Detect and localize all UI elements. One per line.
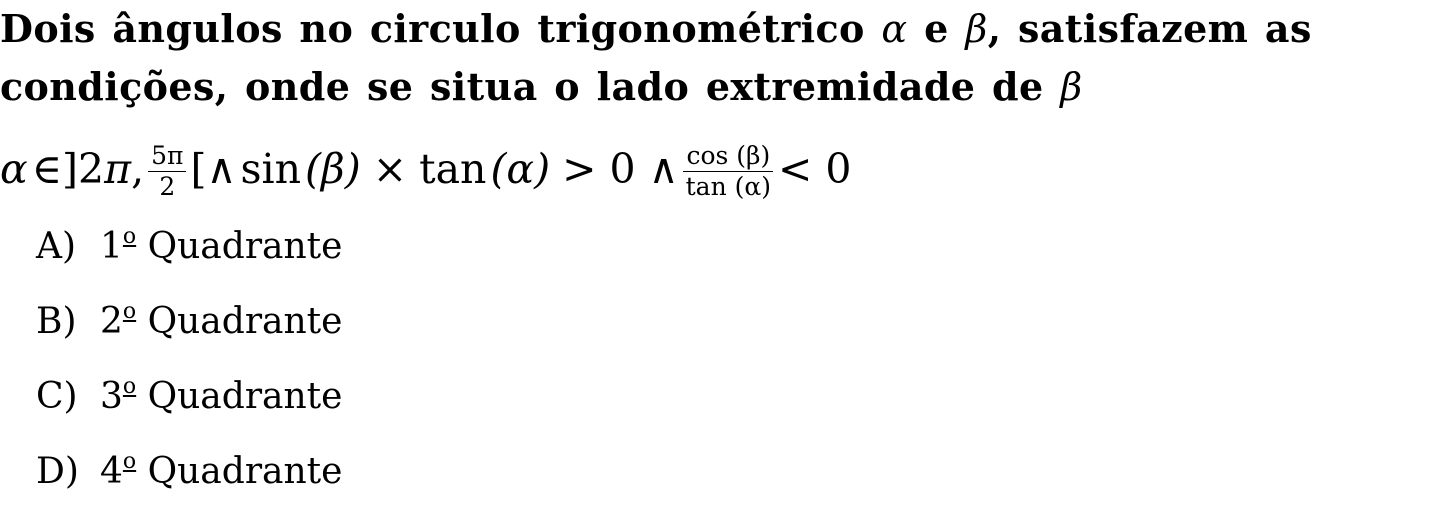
option-quadrant-number: 1$^o$ Quadrante bbox=[100, 224, 343, 267]
formula-tan-arg: (α) bbox=[490, 145, 551, 193]
beta-symbol: β bbox=[965, 7, 988, 51]
option-letter: B) bbox=[36, 301, 77, 342]
question-text bbox=[0, 0, 1429, 116]
question-line1-part1: Dois ângulos no circulo trigonométrico bbox=[0, 6, 865, 51]
option-c[interactable] bbox=[36, 376, 342, 451]
formula-comma: , bbox=[131, 145, 145, 193]
formula-bracket-and: [∧ bbox=[190, 145, 237, 193]
condition-formula bbox=[0, 134, 852, 204]
option-b[interactable] bbox=[36, 301, 342, 376]
fraction2-denominator: tan (α) bbox=[685, 171, 772, 201]
formula-alpha: α bbox=[0, 145, 28, 193]
option-letter: A) bbox=[36, 226, 77, 267]
option-a[interactable] bbox=[36, 226, 342, 301]
fraction2-numerator: cos (β) bbox=[683, 142, 773, 172]
question-line-1 bbox=[0, 0, 1429, 58]
option-label: Quadrante bbox=[147, 376, 343, 417]
formula-times: × bbox=[372, 145, 408, 193]
answer-options bbox=[36, 226, 342, 526]
fraction-cos-over-tan bbox=[683, 142, 774, 201]
conjunction-e: e bbox=[924, 6, 949, 51]
question-line-2 bbox=[0, 58, 1429, 116]
option-label: Quadrante bbox=[147, 226, 343, 267]
option-quadrant-number: 3$^o$ Quadrante bbox=[100, 374, 343, 417]
option-label: Quadrante bbox=[147, 451, 343, 492]
formula-sin-arg: (β) bbox=[305, 145, 361, 193]
alpha-symbol: α bbox=[881, 7, 908, 51]
beta-symbol-2: β bbox=[1060, 65, 1083, 109]
fraction1-numerator: 5π bbox=[148, 142, 186, 172]
question-line1-part2: , satisfazem as bbox=[987, 6, 1312, 51]
formula-gt-zero-and: > 0 ∧ bbox=[562, 145, 679, 193]
fraction-5pi-over-2 bbox=[148, 142, 186, 201]
formula-lt-zero: < 0 bbox=[778, 145, 852, 193]
formula-pi: π bbox=[104, 145, 132, 193]
option-quadrant-number: 2$^o$ Quadrante bbox=[100, 299, 343, 342]
formula-tan: tan bbox=[419, 145, 487, 193]
formula-sin: sin bbox=[240, 145, 302, 193]
option-quadrant-number: 4$^o$ Quadrante bbox=[100, 449, 343, 492]
fraction1-denominator: 2 bbox=[159, 171, 176, 201]
option-letter: C) bbox=[36, 376, 78, 417]
question-line2-text: condições, onde se situa o lado extremidade de bbox=[0, 64, 1044, 109]
option-label: Quadrante bbox=[147, 301, 343, 342]
option-d[interactable] bbox=[36, 451, 342, 526]
formula-in-interval: ∈]2 bbox=[31, 145, 105, 193]
option-letter: D) bbox=[36, 451, 79, 492]
